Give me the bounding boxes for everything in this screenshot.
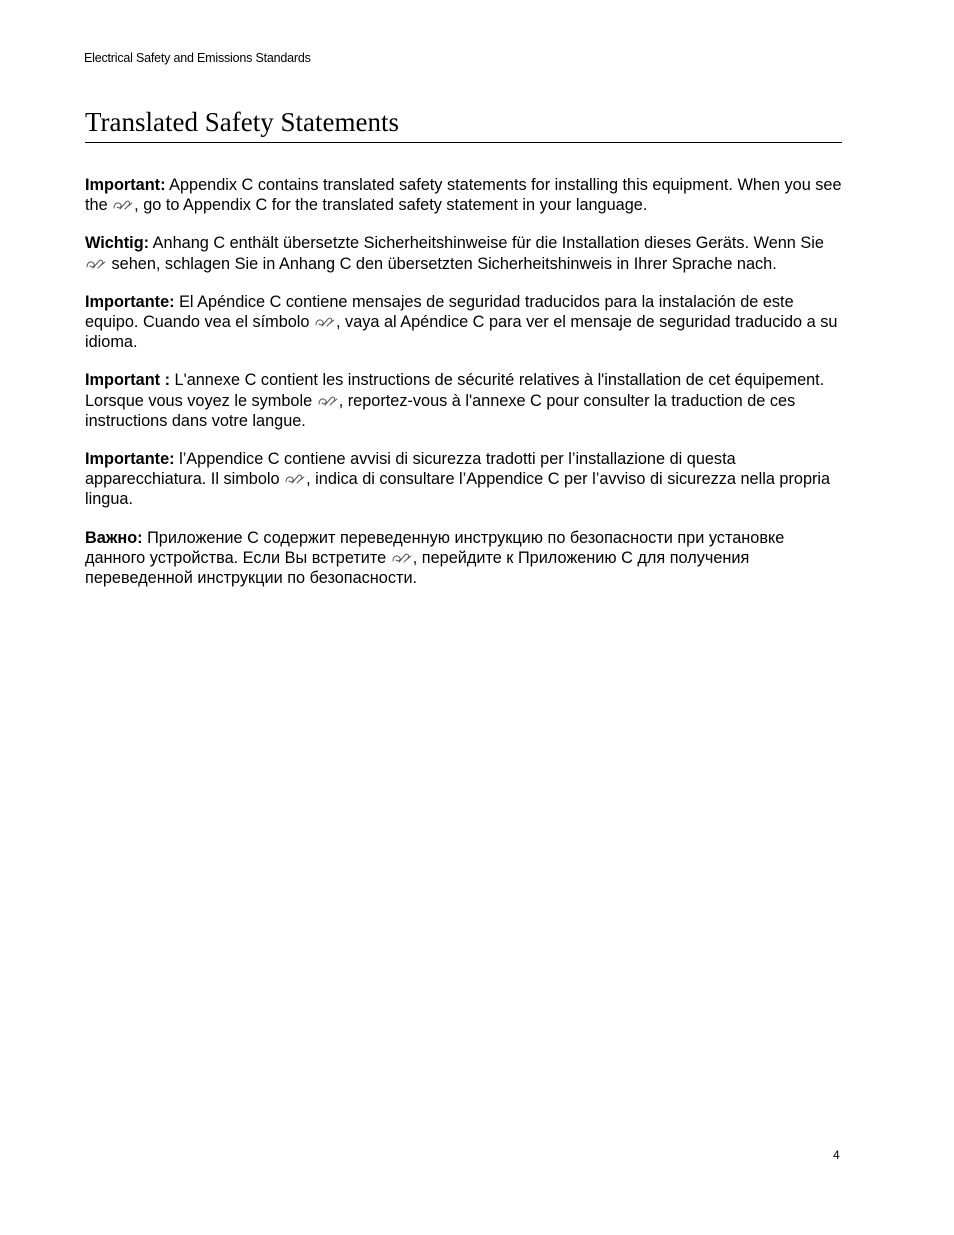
- translation-symbol-icon: [317, 395, 339, 407]
- statement-label: Important:: [85, 176, 166, 194]
- safety-statements: [85, 175, 847, 606]
- statement-text: , vaya al Apéndice C para ver el mensaje de seguridad traducido a su idioma.: [85, 313, 838, 352]
- statement-label: Importante:: [85, 292, 175, 311]
- translation-symbol-icon: [112, 199, 134, 211]
- statement-label: Importante:: [85, 450, 175, 469]
- translation-symbol-icon: [85, 258, 107, 270]
- statement-text: , reportez-vous à l'annexe C pour consulter la traduction de ces instructions dans votre langue.: [85, 391, 796, 430]
- statement-text: , go to Appendix C for the translated safety statement in your language.: [134, 196, 648, 215]
- statement-russian: [85, 528, 847, 589]
- page-number: 4: [833, 1148, 840, 1162]
- statement-text: l’Appendice C contiene avvisi di sicurezza tradotti per l’installazione di questa apparecchiatura. Il simbolo: [85, 450, 736, 489]
- statement-text: , перейдите к Приложению С для получения переведенной инструкции по безопасности.: [85, 548, 750, 588]
- running-header: Electrical Safety and Emissions Standards: [84, 51, 311, 65]
- translation-symbol-icon: [314, 316, 336, 328]
- statement-text: El Apéndice C contiene mensajes de seguridad traducidos para la instalación de este equipo. Cuando vea el símbolo: [85, 292, 794, 332]
- statement-text: Anhang C enthält übersetzte Sicherheitshinweise für die Installation dieses Geräts. Wenn Sie: [149, 234, 824, 253]
- statement-text: sehen, schlagen Sie in Anhang C den übersetzten Sicherheitshinweis in Ihrer Sprache nach.: [107, 254, 777, 273]
- statement-german: [85, 233, 847, 273]
- statement-english: [85, 175, 847, 215]
- statement-label: Wichtig:: [85, 234, 150, 253]
- translation-symbol-icon: [391, 552, 413, 564]
- statement-text: Appendix C contains translated safety statements for installing this equipment. When you see the: [85, 176, 842, 215]
- statement-label: Важно:: [85, 528, 143, 547]
- statement-label: Important :: [85, 371, 171, 390]
- statement-text: Приложение С содержит переведенную инструкцию по безопасности при установке данного устройства. Если Вы встретите: [85, 528, 785, 567]
- statement-italian: [85, 449, 847, 510]
- statement-spanish: [85, 292, 847, 353]
- statement-french: [85, 370, 847, 431]
- translation-symbol-icon: [284, 473, 306, 485]
- section-title: Translated Safety Statements: [85, 106, 842, 143]
- statement-text: L'annexe C contient les instructions de sécurité relatives à l'installation de cet équipement. Lorsque vous voyez le symbole: [85, 371, 825, 410]
- statement-text: , indica di consultare l’Appendice C per l’avviso di sicurezza nella propria lingua.: [85, 470, 831, 509]
